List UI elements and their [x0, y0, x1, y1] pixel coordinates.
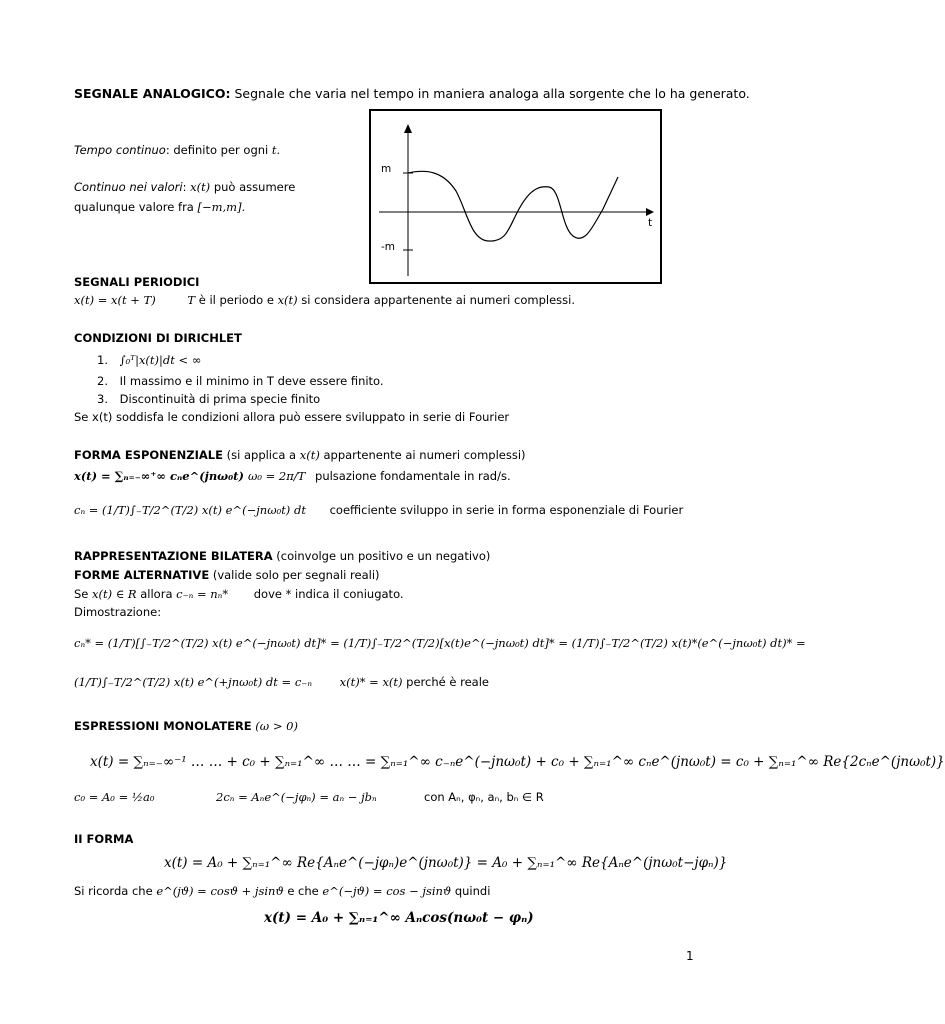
- time-axis-arrow: [646, 208, 654, 216]
- label-m: m: [381, 163, 392, 175]
- bilatera-rel: c₋ₙ = nₙ*: [176, 587, 229, 601]
- forma2-eq-line: [164, 856, 727, 871]
- periodici-x: x(t): [277, 293, 298, 307]
- periodici-T: T: [187, 293, 196, 307]
- tempo-label: Tempo continuo: [74, 143, 166, 157]
- esponenziale-omega-line: [248, 469, 511, 484]
- forma2-ricorda: Si ricorda che: [74, 884, 157, 898]
- bilatera-header: [74, 549, 490, 564]
- esponenziale-eq1: x(t) = ∑ₙ₌₋∞⁺∞ cₙe^(jnω₀t): [74, 469, 244, 483]
- valori-line: [74, 180, 295, 195]
- dirichlet-item3-text: Discontinuità di prima specie finito: [119, 392, 321, 406]
- monolatere-eq: x(t) = ∑ₙ₌₋∞⁻¹ … … + c₀ + ∑ₙ₌₁^∞ … … = ∑ₙ₌₁^∞ c₋ₙe^(−jnω₀t) + c₀ + ∑ₙ₌₁^∞ cₙe^(jnω₀t) = c₀ + ∑ₙ₌₁^∞ Re{2cₙe^(jnω₀t)}: [90, 754, 945, 770]
- forma2-title: II FORMA: [74, 832, 134, 846]
- signal-curve: [408, 171, 618, 241]
- forma2-ricorda-line: [74, 884, 490, 899]
- esponenziale-eq3: cₙ = (1/T)∫₋T/2^(T/2) x(t) e^(−jnω₀t) dt: [74, 503, 306, 517]
- monolatere-title: ESPRESSIONI MONOLATERE: [74, 719, 252, 733]
- bilatera-note: (coinvolge un positivo e un negativo): [272, 549, 491, 563]
- alternative-title: FORME ALTERNATIVE: [74, 568, 210, 582]
- esponenziale-x: x(t): [299, 448, 320, 462]
- tempo-var: t.: [271, 143, 281, 157]
- dirichlet-conclusion: Se x(t) soddisfa le condizioni allora può essere sviluppato in serie di Fourier: [74, 410, 510, 424]
- forma2-final-line: [264, 911, 534, 926]
- periodici-line: [74, 293, 575, 308]
- alternative-header: [74, 568, 380, 583]
- bilatera-cond: x(t) ∈ R: [92, 587, 137, 601]
- monolatere-header: [74, 719, 298, 734]
- periodici-title: SEGNALI PERIODICI: [74, 275, 200, 289]
- page-number: 1: [686, 949, 694, 963]
- monolatere-eq-line: [90, 755, 945, 770]
- signal-figure: [369, 109, 662, 284]
- amplitude-axis-arrow: [404, 124, 412, 133]
- dirichlet-item2-text: Il massimo e il minimo in T deve essere finito.: [119, 374, 384, 388]
- monolatere-cond: (ω > 0): [251, 719, 298, 733]
- bilatera-condition: [74, 587, 404, 602]
- forma2-e2: e^(−jϑ) = cos − jsinϑ: [322, 884, 452, 898]
- monolatere-cn: 2cₙ = Aₙe^(−jφₙ) = aₙ − jbₙ: [216, 790, 377, 804]
- label-neg-m: -m: [381, 241, 396, 253]
- bilatera-title: RAPPRESENTAZIONE BILATERA: [74, 549, 273, 563]
- alternative-note: (valide solo per segnali reali): [209, 568, 380, 582]
- dirichlet-num-2: 2.: [97, 374, 108, 388]
- esponenziale-cn-line: [74, 503, 683, 518]
- bilatera-dim: Dimostrazione:: [74, 605, 162, 619]
- forma2-e1: e^(jϑ) = cosϑ + jsinϑ: [156, 884, 284, 898]
- esponenziale-eq3-text: coefficiente sviluppo in serie in forma esponenziale di Fourier: [329, 503, 684, 517]
- esponenziale-note2: appartenente ai numeri complessi): [319, 448, 526, 462]
- bilatera-proof2b: x(t)* = x(t): [339, 675, 403, 689]
- intro-line: [74, 86, 750, 101]
- esponenziale-header: [74, 448, 526, 463]
- forma2-eq: x(t) = A₀ + ∑ₙ₌₁^∞ Re{Aₙe^(−jφₙ)e^(jnω₀t)} = A₀ + ∑ₙ₌₁^∞ Re{Aₙe^(jnω₀t−jφₙ)}: [164, 855, 728, 871]
- monolatere-con: con Aₙ, φₙ, aₙ, bₙ ∈ R: [424, 790, 544, 804]
- tempo-text: : definito per ogni: [165, 143, 272, 157]
- valori-label: Continuo nei valori: [74, 180, 183, 194]
- periodici-eq: x(t) = x(t + T): [74, 293, 156, 307]
- bilatera-proof2-eq: (1/T)∫₋T/2^(T/2) x(t) e^(+jnω₀t) dt = c₋ₙ: [74, 675, 313, 689]
- esponenziale-eq2-text: pulsazione fondamentale in rad/s.: [315, 469, 511, 483]
- bilatera-perche: perché è reale: [402, 675, 489, 689]
- periodici-text1: è il periodo e: [195, 293, 278, 307]
- esponenziale-note1: (si applica a: [222, 448, 300, 462]
- forma2-eche: e che: [283, 884, 323, 898]
- bilatera-proof-2: [74, 675, 489, 690]
- esponenziale-title: FORMA ESPONENZIALE: [74, 448, 223, 462]
- bilatera-dove: dove * indica il coniugato.: [253, 587, 404, 601]
- valori-line2-text: qualunque valore fra: [74, 200, 198, 214]
- periodici-text2: si considera appartenente ai numeri complessi.: [297, 293, 575, 307]
- monolatere-cn-line: [216, 790, 377, 805]
- bilatera-se: Se: [74, 587, 93, 601]
- valori-sep: :: [182, 180, 191, 194]
- bilatera-proof1-eq: cₙ* = (1/T)[∫₋T/2^(T/2) x(t) e^(−jnω₀t) dt]* = (1/T)∫₋T/2^(T/2)[x(t)e^(−jnω₀t) dt]* = (1/T)∫₋T/2^(T/2) x(t)*(e^(−jnω₀t) dt)* =: [74, 636, 806, 650]
- dirichlet-num-1: 1.: [97, 353, 108, 367]
- dirichlet-num-3: 3.: [97, 392, 108, 406]
- bilatera-allora: allora: [136, 587, 177, 601]
- tempo-line: [74, 143, 280, 158]
- bilatera-proof-1: [74, 636, 806, 651]
- monolatere-c0-line: [74, 790, 154, 805]
- label-t: t: [648, 217, 653, 229]
- esponenziale-eq-line: [74, 469, 244, 484]
- intro-text: Segnale che varia nel tempo in maniera analoga alla sorgente che lo ha generato.: [230, 86, 750, 101]
- forma2-final: x(t) = A₀ + ∑ₙ₌₁^∞ Aₙcos(nω₀t − φₙ): [264, 910, 534, 926]
- dirichlet-item-2: [97, 374, 384, 389]
- dirichlet-item-3: [97, 392, 320, 407]
- forma2-quindi: quindi: [451, 884, 491, 898]
- dirichlet-item-1: [97, 353, 201, 368]
- esponenziale-eq2: ω₀ = 2π/T: [248, 469, 306, 483]
- dirichlet-item1-eq: ∫₀ᵀ|x(t)|dt < ∞: [119, 353, 202, 367]
- signal-plot: [371, 111, 660, 282]
- valori-range: [−m,m].: [197, 200, 246, 214]
- valori-text: può assumere: [210, 180, 296, 194]
- intro-title: SEGNALE ANALOGICO:: [74, 86, 231, 101]
- monolatere-c0: c₀ = A₀ = ½a₀: [74, 790, 155, 804]
- valori-line2: [74, 200, 245, 215]
- dirichlet-title: CONDIZIONI DI DIRICHLET: [74, 331, 242, 345]
- valori-expr: x(t): [190, 180, 211, 194]
